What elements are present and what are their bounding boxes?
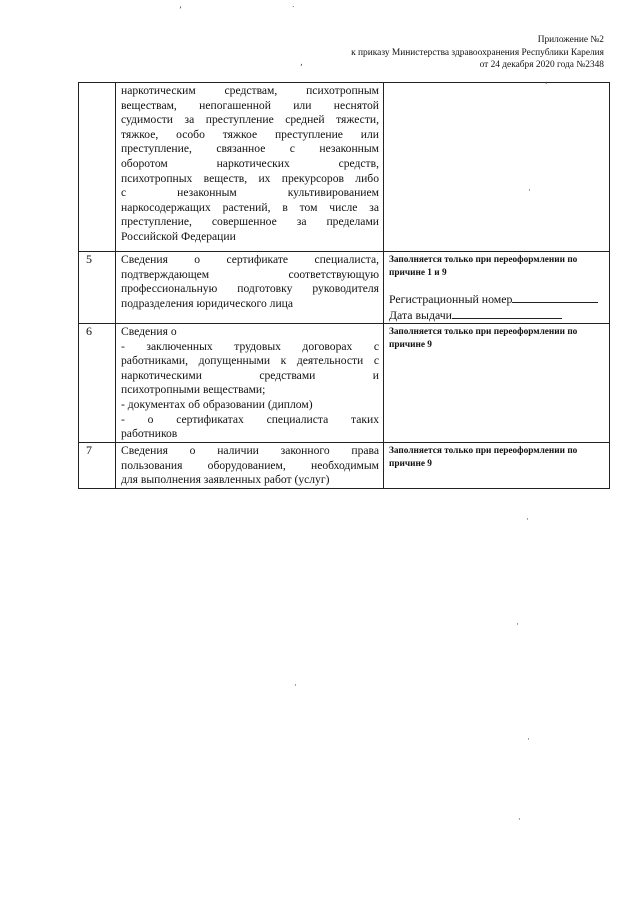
scan-speck: · (527, 735, 530, 745)
description-line: - документах об образовании (диплом) (121, 397, 313, 411)
row-description (116, 83, 384, 252)
table-row (79, 324, 610, 443)
description-line: веществам, непогашенной или неснятой (121, 98, 379, 112)
fill-note: Заполняется только при переоформлении по причине 9 (389, 327, 578, 350)
registration-number-label: Регистрационный номер (389, 292, 513, 306)
description-line: Российской Федерации (121, 229, 236, 243)
description-line: Сведения о сертификате специалиста, (121, 253, 379, 266)
description-line: профессиональную подготовку руководителя (121, 282, 379, 296)
table-row (79, 83, 610, 252)
fill-note: Заполняется только при переоформлении по причине 9 (389, 446, 578, 469)
issue-date-blank[interactable] (452, 307, 562, 319)
registration-number-field[interactable] (389, 291, 605, 307)
description-line: для выполнения заявленных работ (услуг) (121, 473, 330, 487)
description-line: подразделения юридического лица (121, 296, 294, 310)
table-row (79, 443, 610, 489)
scan-speck: , (300, 58, 303, 68)
appendix-title: Приложение №2 (537, 35, 604, 45)
description-line: наркосодержащих растений, в том числе за (121, 200, 379, 214)
description-line: с незаконным культивированием (121, 186, 379, 200)
issue-date-field[interactable] (389, 307, 605, 323)
description-line: судимости за преступление средней тяжести, (121, 113, 379, 127)
row-description (116, 252, 384, 324)
scan-speck: ʼ (179, 6, 182, 16)
document-header (351, 34, 604, 72)
description-line: - заключенных трудовых договорах с (121, 339, 379, 353)
description-line: оборотом наркотических средств, (121, 156, 379, 170)
description-line: преступление, совершенное за пределами (121, 215, 379, 229)
row-number: 6 (79, 324, 116, 443)
application-table (78, 82, 610, 489)
order-date: от 24 декабря 2020 года №2348 (479, 60, 604, 70)
description-line: Сведения о (121, 325, 177, 338)
scan-speck: · (526, 515, 529, 525)
scan-speck: · (516, 620, 519, 630)
fill-cell[interactable] (384, 443, 610, 489)
description-line: преступление, связанное с незаконным (121, 142, 379, 156)
row-number: 7 (79, 443, 116, 489)
description-line: пользования оборудованием, необходимым (121, 458, 379, 472)
scan-speck: · (294, 681, 297, 691)
fill-cell[interactable] (384, 252, 610, 324)
description-line: работников (121, 427, 178, 441)
registration-number-blank[interactable] (512, 291, 598, 303)
row-description (116, 324, 384, 443)
description-line: подтверждающем соответствующую (121, 267, 379, 281)
scan-speck: ˙ (291, 6, 296, 16)
description-line: психотропными веществами; (121, 383, 266, 397)
description-line: работниками, допущенными к деятельности с (121, 354, 379, 368)
scan-speck: · (528, 186, 531, 196)
scan-speck: · (518, 815, 521, 825)
fill-cell[interactable] (384, 324, 610, 443)
order-reference: к приказу Министерства здравоохранения Республики Карелия (351, 47, 604, 58)
description-line: - о сертификатах специалиста таких (121, 412, 379, 426)
description-line: тяжкое, особо тяжкое преступление или (121, 127, 379, 141)
description-line: Сведения о наличии законного права (121, 444, 379, 457)
description-line: наркотическим средствам, психотропным (121, 84, 379, 97)
row-number: 5 (79, 252, 116, 324)
table-row (79, 252, 610, 324)
description-line: психотропных веществ, их прекурсоров либо (121, 171, 379, 185)
description-line: наркотическими средствами и (121, 368, 379, 382)
fill-cell[interactable] (384, 83, 610, 252)
row-number (79, 83, 116, 252)
fill-note: Заполняется только при переоформлении по причине 1 и 9 (389, 255, 578, 278)
scan-speck: , (545, 76, 548, 86)
row-description (116, 443, 384, 489)
issue-date-label: Дата выдачи (389, 308, 452, 322)
